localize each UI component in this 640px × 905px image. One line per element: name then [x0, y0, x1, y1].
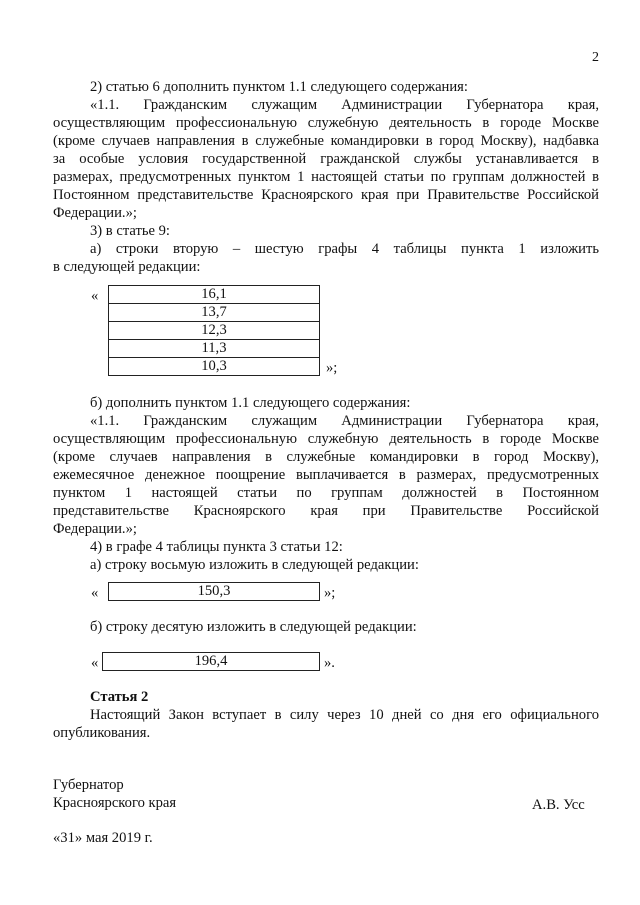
paragraph-3a-line: а) строки вторую – шестую графы 4 таблицы пункта 1 изложить	[90, 241, 599, 257]
quote2-line: «1.1. Гражданским служащим Администрации Губернатора края,	[90, 413, 599, 429]
table-row	[109, 340, 320, 358]
table-cell: 16,1	[109, 286, 320, 304]
quote1-line: (кроме случаев направления в служебные командировки в город Москву), надбавка	[53, 133, 599, 149]
box2-open-quote: «	[91, 655, 99, 671]
quote2-line: пунктом 1 настоящей статьи по группам должностей в Постоянном	[53, 485, 599, 501]
table1-close-quote: »;	[326, 360, 338, 376]
article-2-line: Настоящий Закон вступает в силу через 10 дней со дня его официального	[90, 707, 599, 723]
quote2-line: (кроме случаев направления в служебные командировки в город Москву),	[53, 449, 599, 465]
table1-open-quote: «	[91, 288, 99, 304]
signatory-region: Красноярского края	[53, 795, 177, 811]
paragraph-3: 3) в статье 9:	[90, 223, 170, 239]
document-date: «31» мая 2019 г.	[53, 830, 153, 846]
quote1-line: Постоянном представительстве Красноярского края при Правительстве Российской	[53, 187, 599, 203]
article-2-title: Статья 2	[90, 689, 149, 705]
paragraph-4a: а) строку восьмую изложить в следующей редакции:	[90, 557, 419, 573]
quote2-line: представительстве Красноярского края при Правительстве Российской	[53, 503, 599, 519]
signatory-title: Губернатор	[53, 777, 124, 793]
quote2-line: ежемесячное денежное поощрение выплачивается в размерах, предусмотренных	[53, 467, 599, 483]
paragraph-3b: б) дополнить пунктом 1.1 следующего содержания:	[90, 395, 411, 411]
table-row	[109, 286, 320, 304]
table-cell: 11,3	[109, 340, 320, 358]
paragraph-3a-line: в следующей редакции:	[53, 259, 201, 275]
box1-close-quote: »;	[324, 585, 336, 601]
table1	[108, 285, 320, 376]
box2-close-quote: ».	[324, 655, 335, 671]
quote1-line: осуществляющим профессиональную служебную деятельность в городе Москве	[53, 115, 599, 131]
table-row	[109, 304, 320, 322]
quote1-line: «1.1. Гражданским служащим Администрации Губернатора края,	[90, 97, 599, 113]
quote1-line: за особые условия государственной гражданской службы устанавливается в	[53, 151, 599, 167]
paragraph-4b: б) строку десятую изложить в следующей редакции:	[90, 619, 417, 635]
page-number: 2	[592, 50, 599, 65]
table-row	[109, 358, 320, 376]
paragraph-2: 2) статью 6 дополнить пунктом 1.1 следующего содержания:	[90, 79, 468, 95]
box1-value: 150,3	[108, 582, 320, 601]
quote1-line: размерах, предусмотренных пунктом 1 настоящей статьи по группам должностей в	[53, 169, 599, 185]
quote2-line: осуществляющим профессиональную служебную деятельность в городе Москве	[53, 431, 599, 447]
table-row	[109, 322, 320, 340]
box1-open-quote: «	[91, 585, 99, 601]
signatory-name: А.В. Усс	[532, 797, 585, 813]
table-cell: 10,3	[109, 358, 320, 376]
quote1-line: Федерации.»;	[53, 205, 137, 221]
article-2-line: опубликования.	[53, 725, 151, 741]
table-cell: 13,7	[109, 304, 320, 322]
box2-value: 196,4	[102, 652, 320, 671]
table-cell: 12,3	[109, 322, 320, 340]
quote2-line: Федерации.»;	[53, 521, 137, 537]
paragraph-4: 4) в графе 4 таблицы пункта 3 статьи 12:	[90, 539, 343, 555]
